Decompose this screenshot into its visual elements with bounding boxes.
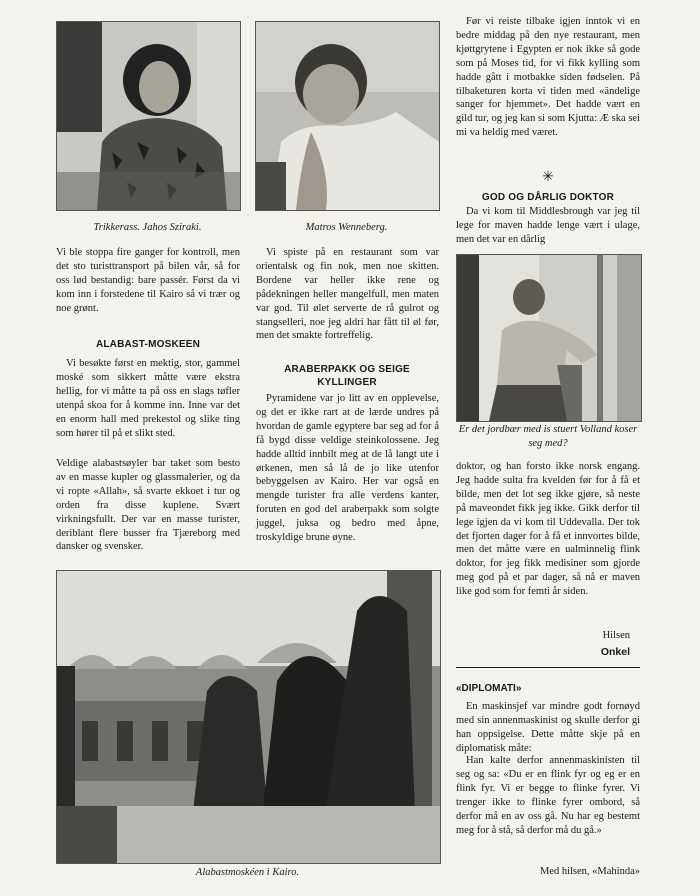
photo2-caption: Matros Wenneberg. [305,222,388,233]
col1-paragraph-2: Veldige alabastsøyler bar taket som besto av en masse kupler og glassmalerier, og da vi ropte «Allah», så svarte ekkoet i tur og orden fra disse kuplene. Svært virkningsfullt. Der var en masse turister, deriblant flere busser fra Tjæreborg med dansker og svensker. [56,458,240,553]
photo4-caption: Alabastmoskéen i Kairo. [195,867,300,878]
col3-paragraph-5: Han kalte derfor annenmaskinisten til seg og sa: «Du er en flink fyr og eg er en flink fyr. Vi er begge to flinke fyrer. Vi trenger ikke to flinke fyrer ombord, så derfor må en av oss gå. Nu har eg bestemt meg for å stå, så derfor må du gå.» [456,755,640,836]
col1-intro: Vi ble stoppa fire ganger for kontroll, men det sto turisttransport på bilen vår, så for oss lød bestandig: bare passér. Først da vi kom inn i forstedene til Kairo så vi trær og noe grønt. [56,247,240,314]
photo-alabaster-mosque [56,570,441,864]
col3-paragraph-2: Da vi kom til Middlesbrough var jeg til lege for maven hadde lenge vært i ulage, men det var en dårlig [456,206,640,245]
section-divider [456,667,640,668]
photo-stuert-volland [456,254,642,422]
col2-paragraph-1: Vi spiste på en restaurant som var orientalsk og fin nok, men noe skitten. Bordene var heller ikke rene og pådekningen heller mangelfull, men maten var god. Til ølet serverte de rå gulrot og stangselleri, noe jeg aldri har fått til øl før, men det smakte fortreffelig. [256,247,439,342]
col2-paragraph-2: Pyramidene var jo litt av en opplevelse, og det er ikke rart at de lærde undres på hvordan de gamle egyptere bar seg ad for å få bygd disse veldige steinkolossene. Jeg hadde alltid innbilt meg at de lå langt ute i ørkenen, men så lå de jo like utenfor bebyggelsen av Kairo. Her var også en mengde turister fra alle verdens kanter, foruten en god del araberpakk som solgte juggel, juksa og bedro med åpne, troskyldige brune øyne. [256,393,439,544]
photo1-caption: Trikkerass. Jahos Sziraki. [93,222,202,233]
greeting: Hilsen [602,630,630,641]
col1-heading: ALABAST-MOSKEEN [95,339,201,350]
photo3-caption: Er det jordbær med is stuert Volland koser seg med? [458,424,638,450]
photo-jahos-sziraki [56,21,241,211]
section-ornament: ✳ [542,170,554,185]
col3-paragraph-4: En maskinsjef var mindre godt fornøyd med sin annenmaskinist og skulle derfor gi han oppsigelse. Dette måtte skje på en diplomatisk måte: [456,701,640,754]
sign-off-mahinda: Med hilsen, «Mahinda» [539,866,640,877]
col3-paragraph-1: Før vi reiste tilbake igjen inntok vi en bedre middag på den nye restaurant, men kjøttgrytene i Egypten er nok ikke så gode som på Moses tid, for vi fikk kylling som hadde gått i motbakke siden fødselen. På tilbaketuren korta vi tiden med «ändelige sanger for hjemmet». Det hadde vært en gild tur, og jeg kan si som Kjutta: Æ ska sei mi va heldig med været. [456,16,640,139]
col2-heading: ARABERPAKK OG SEIGE KYLLINGER [284,364,410,388]
col3-heading-diplomati: «DIPLOMATI» [456,683,522,694]
col3-heading: GOD OG DÅRLIG DOKTOR [481,192,615,203]
signature-onkel: Onkel [600,646,630,658]
photo-matros-wenneberg [255,21,440,211]
col3-paragraph-3: doktor, og han forsto ikke norsk engang. Jeg hadde sulta fra kvelden før for å få et bilde, men det lot seg ikke gjøre, så neste på maveondet fikk jeg ikke. Gikk derfor til lege igjen da vi kom til Uddevalla. Der tok det fjorten dager for å få et innvortes bilde, men det måtte være en ualminnelig flink doktor, for jeg fikk medisiner som gjorde meg god på et par dager, så nå er maven like god som for femti år siden. [456,461,640,598]
col1-paragraph-1: Vi besøkte først en mektig, stor, gammel moské som sikkert måtte være ekstra hellig, for vi måtte ta på oss en slags tøfler utenpå skoa for å komme inn. Inne var det en enorm hall med prekestol og slike ting som hører til på et slikt sted. [56,358,240,439]
